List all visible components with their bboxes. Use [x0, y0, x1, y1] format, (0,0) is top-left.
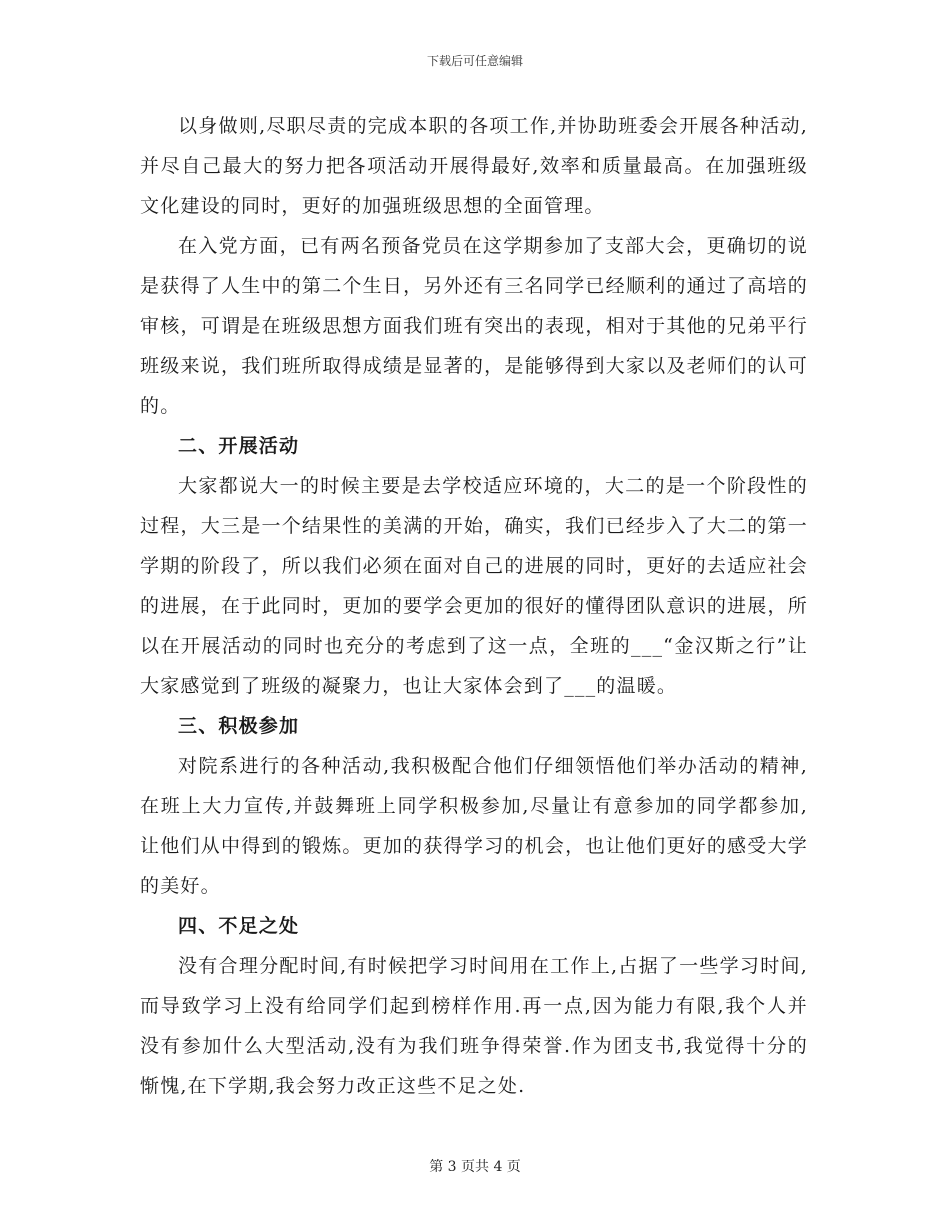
page-header: 下载后可任意编辑: [426, 54, 523, 68]
paragraph-activities: 大家都说大一的时候主要是去学校适应环境的，大二的是一个阶段性的过程，大三是一个结果性的美满的开始，确实，我们已经步入了大二的第一学期的阶段了，所以我们必须在面对自己的进展的同时，更好的去适应社会的进展，在于此同时，更加的要学会更加的很好的懂得团队意识的进展，所以在开展活动的同时也充分的考虑到了这一点，全班的___“金汉斯之行”让大家感觉到了班级的凝聚力，也让大家体会到了___的温暖。: [140, 475, 808, 697]
document-body: [140, 106, 808, 1106]
paragraph-participation: 对院系进行的各种活动,我积极配合他们仔细领悟他们举办活动的精神,在班上大力宣传,并鼓舞班上同学积极参加,尽量让有意参加的同学都参加,让他们从中得到的锻炼。更加的获得学习的机会，也让他们更好的感受大学的美好。: [140, 755, 808, 897]
section-heading-activities: 二、开展活动: [178, 435, 300, 457]
page-footer: 第 3 页共 4 页: [429, 1159, 521, 1175]
paragraph-party-membership: 在入党方面，已有两名预备党员在这学期参加了支部大会，更确切的说是获得了人生中的第二个生日，另外还有三名同学已经顺利的通过了高培的审核，可谓是在班级思想方面我们班有突出的表现，相对于其他的兄弟平行班级来说，我们班所取得成绩是显著的，是能够得到大家以及老师们的认可的。: [140, 235, 808, 417]
section-heading-participation: 三、积极参加: [178, 715, 300, 737]
section-heading-shortcomings: 四、不足之处: [178, 915, 300, 937]
paragraph-shortcomings: 没有合理分配时间,有时候把学习时间用在工作上,占据了一些学习时间,而导致学习上没有给同学们起到榜样作用.再一点,因为能力有限,我个人并没有参加什么大型活动,没有为我们班争得荣誉.作为团支书,我觉得十分的惭愧,在下学期,我会努力改正这些不足之处.: [140, 955, 808, 1097]
paragraph-responsibility: 以身做则,尽职尽责的完成本职的各项工作,并协助班委会开展各种活动,并尽自己最大的努力把各项活动开展得最好,效率和质量最高。在加强班级文化建设的同时，更好的加强班级思想的全面管理。: [140, 115, 808, 217]
